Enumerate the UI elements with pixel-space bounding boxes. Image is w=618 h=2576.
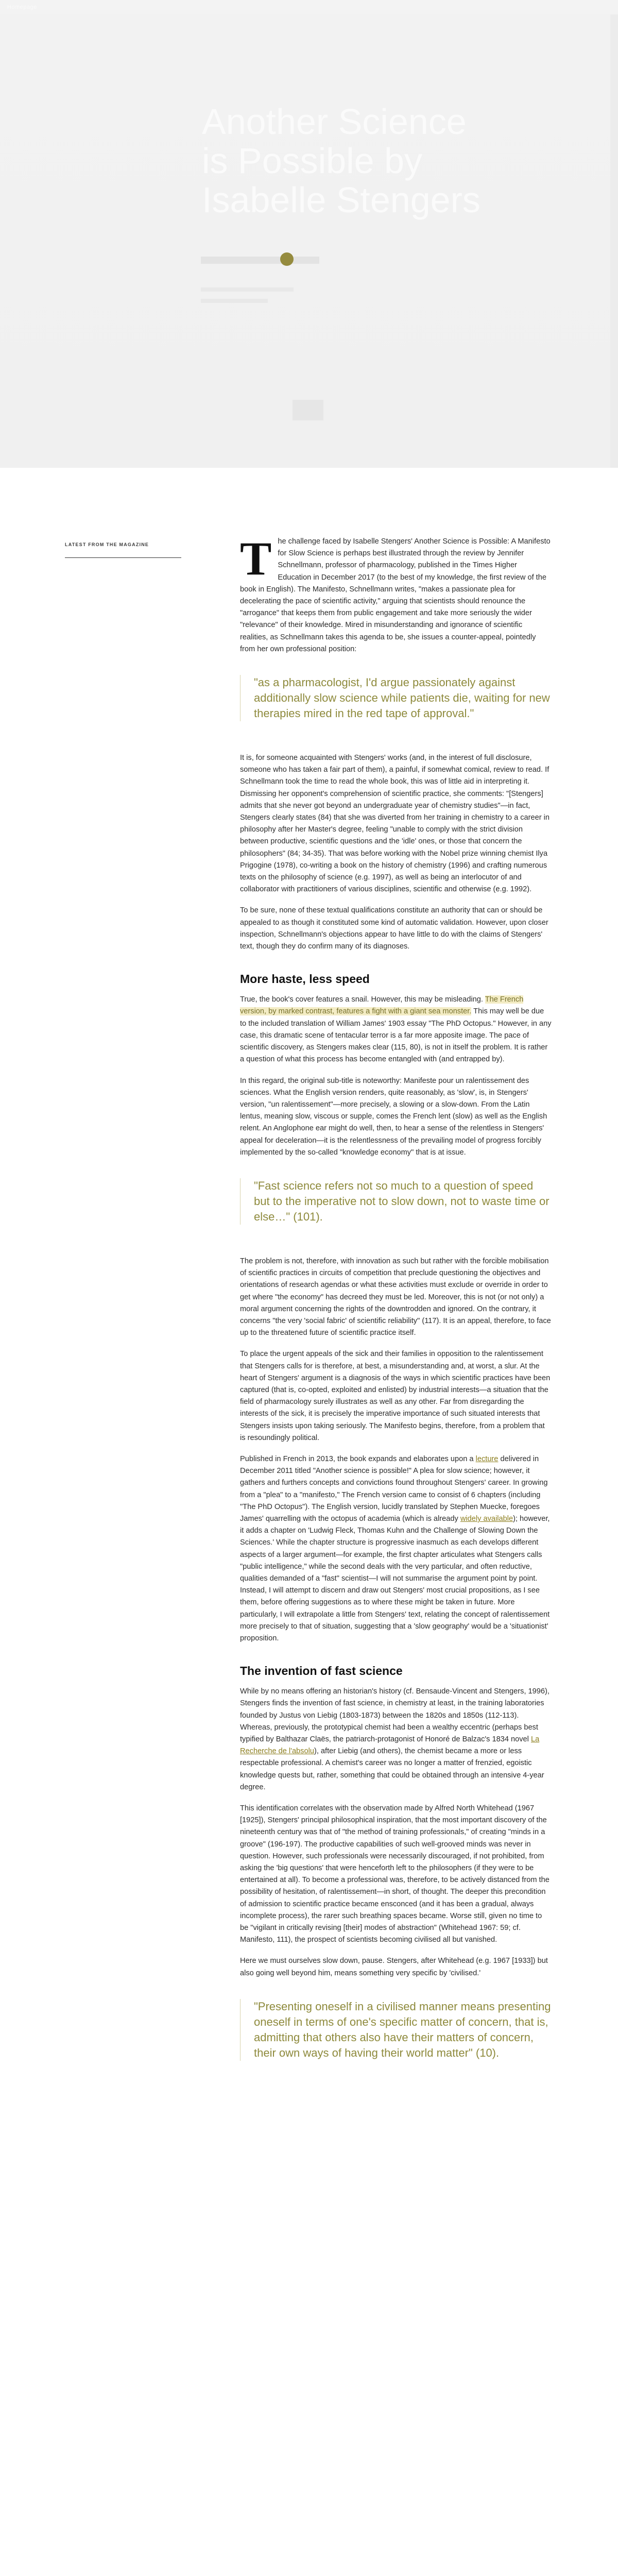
pull-quote: "Presenting oneself in a civilised manner means presenting oneself in terms of one's specific matter of concern, that is, admitting that others also have their matters of concern, their own ways of having their world matter" (10). [240,1999,552,2061]
pull-quote: "Fast science refers not so much to a question of speed but to the imperative not to slow down, not to waste time or else…" (101). [240,1178,552,1225]
paragraph: To be sure, none of these textual qualifications constitute an authority that can or should be appealed to as though it constituted some kind of automatic validation. However, upon closer inspection, Schnellmann's objections appear to have little to do with the claims of Stengers' text, though they do confirm many of its diagnoses. [240,906,548,951]
pull-quote: "as a pharmacologist, I'd argue passionately against additionally slow science while patients die, waiting for new therapies mired in the red tape of approval." [240,675,552,721]
site-name-link[interactable]: Homepage [7,4,37,10]
hero-bottom-strip [0,468,618,485]
hero-action-button[interactable] [293,400,323,420]
section-heading: More haste, less speed [240,972,370,986]
paragraph: It is, for someone acquainted with Stengers' works (and, in the interest of full disclosure, someone who has taken a fair part of them), a painful, if somewhat comical, review to read. If Schnellmann took the time to read the whole book, this was of little aid in interpreting it. Dismissing her opponent's comprehension of scientific practice, she comments: "[Stengers] admits that she never got beyond an undergraduate year of chemistry studies"—in fact, Stengers clearly states (84) that she was diverted from her training in chemistry to a career in philosophy after her Master's degree, feeling "unable to comply with the strict division between productive, scientific questions and the 'idle' ones, or those that concern the philosophers" (84; 34-35). That was before working with the Nobel prize winning chemist Ilya Prigogine (1978), co-writing a book on the history of chemistry (1996) and crafting numerous texts on the philosophy of science (e.g. 1997), as well as being an interlocutor of and collaborator with practitioners of various disciplines, scientific and otherwise (e.g. 1992). [240,754,550,894]
paragraph: True, the book's cover features a snail. However, this may be misleading. The French version, by marked contrast, features a fight with a giant sea monster. This may well be due to the included translation of William James' 1903 essay "The PhD Octopus." However, in any case, this dramatic scene of tentacular terror is a far more apposite image. The pace of scientific discovery, as Stengers makes clear (115, 80), is not in itself the problem. It is rather a question of what this process has become entangled with (and entrapped by). [240,995,552,1064]
section-heading: The invention of fast science [240,1664,403,1678]
hero-scroll-edge [610,14,618,485]
paragraph: This identification correlates with the observation made by Alfred North Whitehead (1967 [1925]), Stengers' principal philosophical inspiration, that the most important discovery of the nineteenth century was that of "the method of training professionals," of creating "minds in a groove" (196-197). The productive capabilities of such well-grooved minds was never in question. However, such professionals were necessarily discouraged, if not prohibited, from asking the 'big questions' that were henceforth left to the philosophers (if they were to be entertained at all). To become a professional was, therefore, to be actively distanced from the possibility of hesitation, of ralentissement—in short, of thought. The deeper this precondition of admission to scientific practice became ensconced (and it has been a gradual, always incomplete process), the rarer such breathing spaces became. Worse still, given no time to be "vigilant in critically revising [their] modes of abstraction" (Whitehead 1967: 59; cf. Manifesto, 111), the prospect of scientists becoming civilised all but vanished. [240,1804,550,1944]
article-body [240,532,552,2092]
hero-author-bar [201,257,319,264]
author-avatar [280,252,294,266]
balzac-novel-link[interactable]: La Recherche de l'absolu [240,1735,540,1756]
hero-meta-line [201,287,294,292]
widely-available-link[interactable]: widely available [460,1514,513,1523]
hero-meta-line [201,299,268,303]
top-bar [0,0,618,14]
lecture-link[interactable]: lecture [475,1454,499,1463]
paragraph: In this regard, the original sub-title is noteworthy: Manifeste pour un ralentissement des sciences. What the English version renders, quite reasonably, as 'slow', is, in Stengers' version, "un ralentissement"—more precisely, a slowing or a slow-down. From the Latin lentus, meaning slow, viscous or supple, comes the French lent (slow) as well as the English relent. An Anglophone ear might do well, then, to hear a sense of the relentless in Stengers' appeal for deceleration—it is the relentlessness of the prevailing model of progress forcibly implemented by the so-called "knowledge economy" that is at issue. [240,1076,547,1157]
paragraph: The problem is not, therefore, with innovation as such but rather with the forcible mobilisation of scientific practices in circuits of competition that preclude questioning the objectives and orientations of research agendas or what these activities must exclude or override in order to get where "the economy" has decreed they must be led. Moreover, this is not (or not only) a moral argument concerning the rights of the downtrodden and ignored. On the contrary, it concerns "the very 'social fabric' of scientific reliability" (117). It is an appeal, therefore, to face up to the threatened future of scientific practice itself. [240,1257,551,1337]
paragraph: While by no means offering an historian's history (cf. Bensaude-Vincent and Stengers, 1996), Stengers finds the invention of fast science, in chemistry at least, in the training laboratories founded by Justus von Liebig (1803-1873) between the 1820s and 1850s (112-113). Whereas, previously, the prototypical chemist had been a wealthy eccentric (perhaps best typified by Balthazar Claës, the patriarch-protagonist of Honoré de Balzac's 1834 novel La Recherche de l'absolu), after Liebig (and others), the chemist became a more or less respectable professional. A chemist's career was no longer a matter of frenzied, egoistic knowledge quests but, rather, something that could be obtained through an intensive 4-year degree. [240,1687,550,1791]
highlighted-text: The French version, by marked contrast, features a fight with a giant sea monster. [240,995,524,1016]
sidebar-divider [65,557,181,558]
hero-banner [0,14,618,468]
drop-cap: T [240,532,272,585]
sidebar-latest-label[interactable]: LATEST FROM THE MAGAZINE [65,542,149,547]
paragraph: Here we must ourselves slow down, pause. Stengers, after Whitehead (e.g. 1967 [1933]) but also going well beyond him, means something very specific by 'civilised.' [240,1957,548,1977]
hero-title: Another Science is Possible by Isabelle Stengers [202,101,480,220]
paragraph: The challenge faced by Isabelle Stengers' Another Science is Possible: A Manifesto for Slow Science is perhaps best illustrated through the review by Jennifer Schnellmann, professor of pharmacology, published in the Times Higher Education in December 2017 (to the best of my knowledge, the first review of the book in English). The Manifesto, Schnellmann writes, "makes a passionate plea for decelerating the pace of scientific activity," arguing that scientists should renounce the "arrogance" that keeps them from public engagement and take more seriously the wider "relevance" of their knowledge. Mired in misunderstanding and ignorance of scientific realities, as Schnellmann takes this agenda to be, she issues a counter-appeal, pointedly from her own professional position: [240,532,551,653]
paragraph: Published in French in 2013, the book expands and elaborates upon a lecture delivered in December 2011 titled "Another science is possible!" A plea for slow science; however, it gathers and furthers concepts and convictions found throughout Stengers' career. In growing from a "plea" to a "manifesto," The French version came to consist of 6 chapters (including "The PhD Octopus"). The English version, lucidly translated by Stephen Muecke, foregoes James' quarrelling with the octopus of academia (which is already widely available); however, it adds a chapter on 'Ludwig Fleck, Thomas Kuhn and the Challenge of Slowing Down the Sciences.' While the chapter structure is progressive inasmuch as each develops different aspects of a larger argument—for example, the first chapter articulates what Stengers calls "public intelligence," while the second deals with the very particular, and often reductive, qualities demanded of a "fast" scientist—I will not summarise the argument point by point. Instead, I will attempt to discern and draw out Stengers' most crucial propositions, as I see them, before offering suggestions as to where these might be taken in future. More particularly, I will extrapolate a little from Stengers' text, relating the concept of ralentissement more precisely to that of situation, suggesting that a 'slow geography' would be a 'situationist' proposition. [240,1454,550,1643]
paragraph: To place the urgent appeals of the sick and their families in opposition to the ralentissement that Stengers calls for is therefore, at best, a misunderstanding and, at worst, a slur. At the heart of Stengers' argument is a diagnosis of the ways in which scientific practices have been captured (that is, co-opted, exploited and enlisted) by industrial interests—a situation that the field of pharmacology surely illustrates as well as any other. Far from disregarding the interests of the sick, it is precisely the imperative importance of such situated interests that Stengers insists upon taking seriously. The Manifesto begins, therefore, from a problem that is resoundingly political. [240,1350,551,1442]
